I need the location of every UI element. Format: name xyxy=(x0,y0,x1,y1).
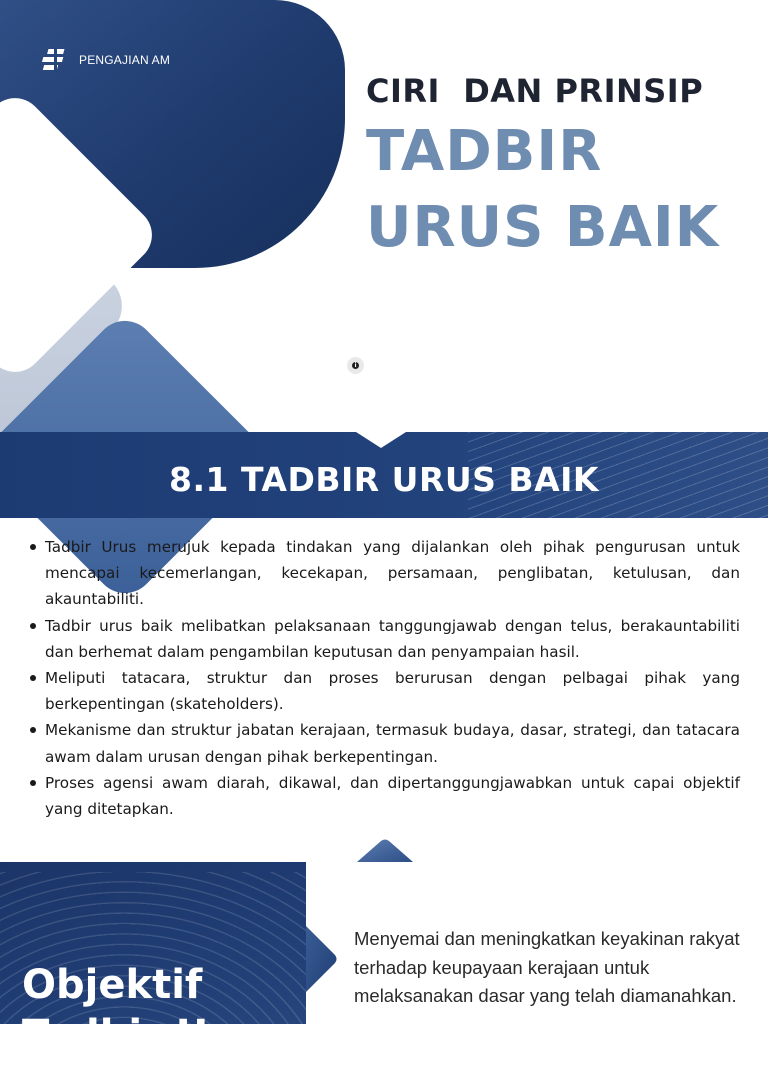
section-content xyxy=(28,534,740,822)
band-notch-decoration xyxy=(356,424,406,448)
objective-text: Menyemai dan meningkatkan keyakinan rakyat terhadap keupayaan kerajaan untuk melaksanakan dasar yang telah diamanahkan. xyxy=(354,928,740,1006)
bullet-item: Proses agensi awam diarah, dikawal, dan dipertanggungjawabkan untuk capai objektif yang ditetapkan. xyxy=(28,770,740,822)
bullet-list xyxy=(28,534,740,822)
section-title: 8.1 TADBIR URUS BAIK xyxy=(169,460,599,499)
hero-title-line-2: URUS BAIK xyxy=(366,195,720,260)
brand-logo-icon xyxy=(43,47,69,73)
objective-title: Objektif xyxy=(22,962,203,1008)
objective-title-line-2: Tadbir Urus xyxy=(22,1012,281,1058)
brand-name: PENGAJIAN AM xyxy=(79,53,171,67)
decorative-triangle xyxy=(355,838,415,862)
brand xyxy=(43,47,170,73)
bullet-item: Mekanisme dan struktur jabatan kerajaan, termasuk budaya, dasar, strategi, dan tatacara awam dalam urusan dengan pihak berkepentingan. xyxy=(28,717,740,769)
hero-section xyxy=(0,0,768,432)
objective-arrow-decoration xyxy=(306,926,340,992)
hero-subtitle: CIRI DAN PRINSIP xyxy=(366,72,704,110)
hero-title xyxy=(366,114,719,266)
bullet-item: Meliputi tatacara, struktur dan proses berurusan dengan pelbagai pihak yang berkepentingan (skateholders). xyxy=(28,665,740,717)
bullet-item: Tadbir urus baik melibatkan pelaksanaan tanggungjawab dengan telus, berakauntabiliti dan berhemat dalam pengambilan keputusan dan penyampaian hasil. xyxy=(28,613,740,665)
bullet-item: Tadbir Urus merujuk kepada tindakan yang dijalankan oleh pihak pengurusan untuk mencapai kecemerlangan, kecekapan, persamaan, penglibatan, ketulusan, dan akauntabiliti. xyxy=(28,534,740,613)
hero-title-line-1: TADBIR xyxy=(366,119,603,184)
info-icon[interactable]: i xyxy=(347,357,364,374)
